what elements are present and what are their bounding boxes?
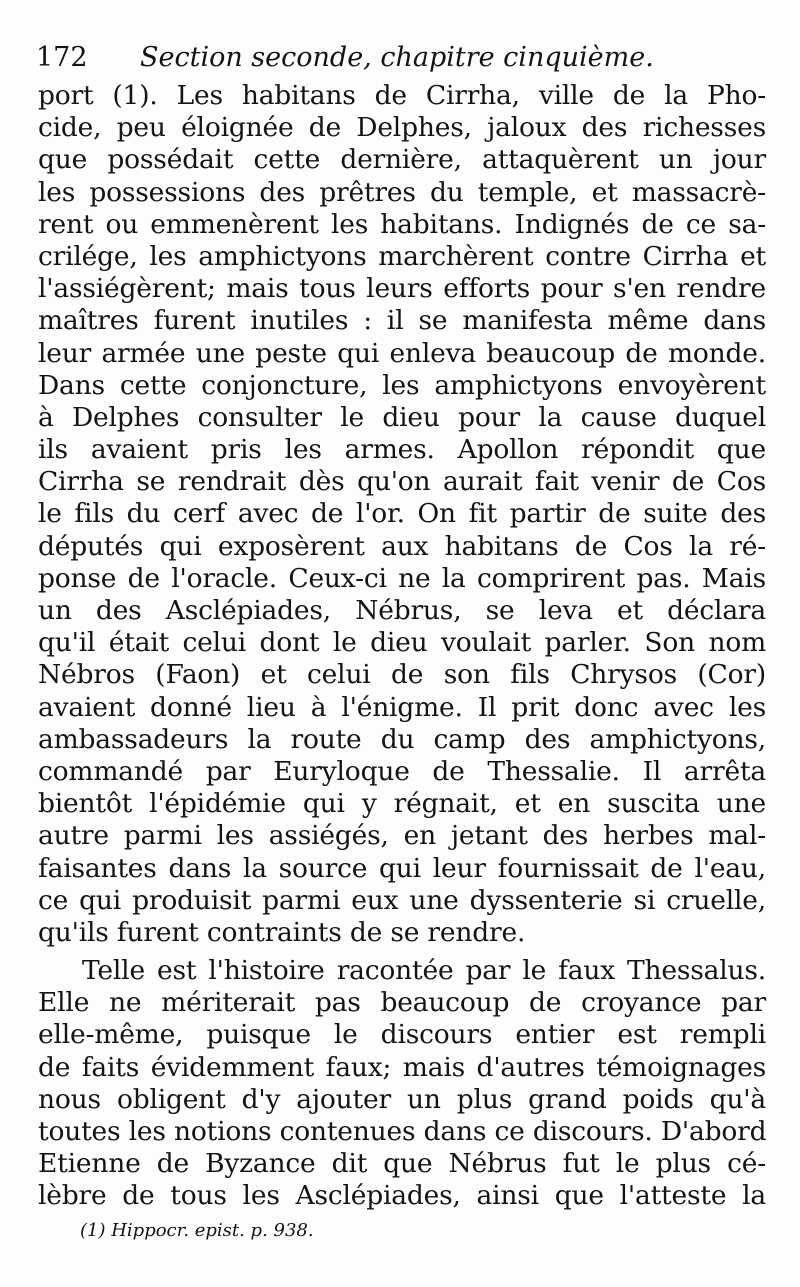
text-line: un des Asclépiades, Nébrus, se leva et déclara — [38, 595, 766, 626]
text-line: faisantes dans la source qui leur fournissait de l'eau, — [38, 852, 766, 884]
page-number: 172 — [36, 42, 88, 73]
text-line: de faits évidemment faux; mais d'autres témoignages — [38, 1051, 766, 1083]
text-line: commandé par Euryloque de Thessalie. Il arrêta — [38, 755, 766, 787]
text-line: lèbre de tous les Asclépiades, ainsi que l'atteste la — [38, 1180, 766, 1212]
text-line: Nébros (Faon) et celui de son fils Chrysos (Cor) — [38, 659, 766, 691]
text-line: autre parmi les assiégés, en jetant des herbes mal- — [38, 820, 766, 852]
text-line: leur armée une peste qui enleva beaucoup de monde. — [38, 337, 766, 369]
text-line: qu'il était celui dont le dieu voulait parler. Son nom — [38, 627, 766, 659]
text-line: qu'ils furent contraints de se rendre. — [38, 916, 526, 948]
footnote: (1) Hippocr. epist. p. 938. — [80, 1220, 314, 1241]
paragraph — [38, 955, 766, 1213]
text-line: bientôt l'épidémie qui y régnait, et en suscita une — [38, 788, 766, 820]
text-line: nous obligent d'y ajouter un plus grand poids qu'à — [38, 1083, 766, 1115]
paragraph — [38, 80, 766, 949]
text-line: ils avaient pris les armes. Apollon répondit que — [38, 434, 766, 466]
text-line: Dans cette conjoncture, les amphictyons envoyèrent — [38, 369, 766, 401]
text-line: Etienne de Byzance dit que Nébrus fut le plus cé- — [38, 1148, 766, 1180]
text-line: avaient donné lieu à l'énigme. Il prit donc avec les — [38, 691, 766, 723]
text-line: le fils du cerf avec de l'or. On fit partir de suite des — [38, 498, 766, 530]
running-title: Section seconde, chapitre cinquième. — [140, 42, 654, 73]
text-line: Telle est l'histoire racontée par le faux Thessalus. — [82, 955, 766, 987]
text-line: les possessions des prêtres du temple, et massacrè- — [38, 176, 766, 208]
text-line: Cirrha se rendrait dès qu'on aurait fait venir de Cos — [38, 466, 766, 498]
text-line: ambassadeurs la route du camp des amphictyons, — [38, 723, 766, 755]
text-line: que possédait cette dernière, attaquèrent un jour — [38, 144, 766, 176]
text-line: toutes les notions contenues dans ce discours. D'abord — [38, 1116, 767, 1147]
text-line: rent ou emmenèrent les habitans. Indignés de ce sa- — [38, 208, 766, 240]
text-line: ce qui produisit parmi eux une dyssenterie si cruelle, — [38, 884, 766, 916]
text-line: port (1). Les habitans de Cirrha, ville de la Pho- — [38, 80, 766, 111]
text-line: cide, peu éloignée de Delphes, jaloux des richesses — [38, 112, 766, 144]
text-line: maîtres furent inutiles : il se manifesta même dans — [38, 305, 766, 337]
running-head — [36, 38, 766, 78]
text-line: crilége, les amphictyons marchèrent contre Cirrha et — [38, 240, 766, 272]
body-text — [38, 80, 766, 1213]
text-line: ponse de l'oracle. Ceux-ci ne la comprirent pas. Mais — [38, 562, 766, 594]
text-line: elle-même, puisque le discours entier est rempli — [38, 1019, 766, 1051]
text-line: l'assiégèrent; mais tous leurs efforts pour s'en rendre — [38, 273, 766, 305]
text-line: à Delphes consulter le dieu pour la cause duquel — [38, 401, 766, 433]
text-line: Elle ne mériterait pas beaucoup de croyance par — [38, 987, 766, 1019]
text-line: députés qui exposèrent aux habitans de Cos la ré- — [38, 530, 766, 562]
